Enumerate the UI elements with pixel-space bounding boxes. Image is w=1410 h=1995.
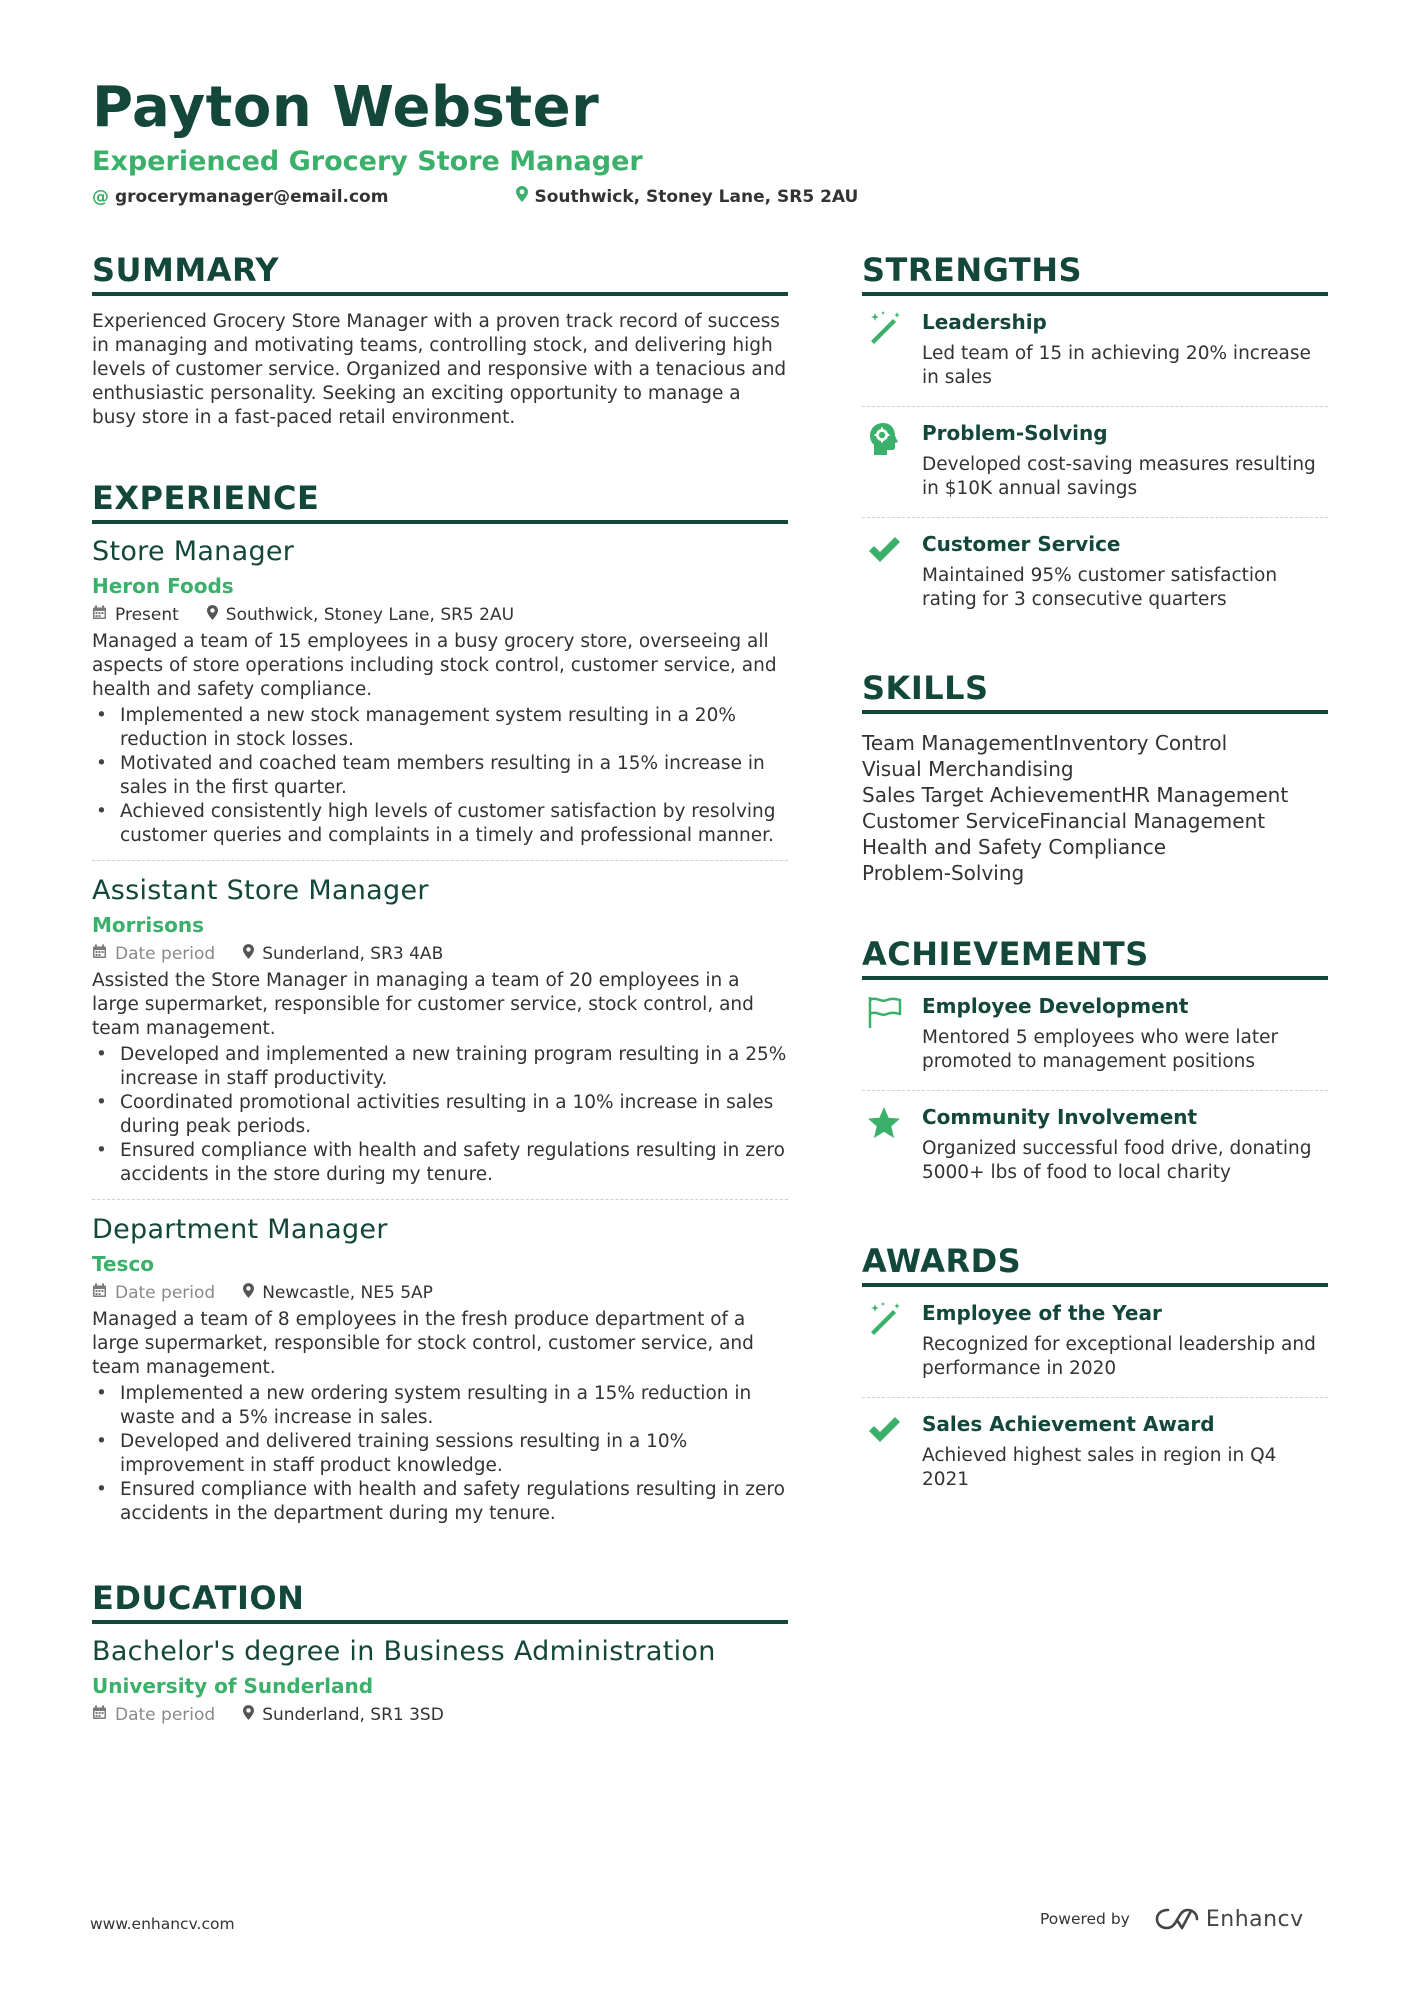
- job-title: Department Manager: [92, 1214, 388, 1245]
- strengths-section: [862, 250, 1328, 628]
- achievements-heading: ACHIEVEMENTS: [862, 934, 1328, 980]
- brand-logo[interactable]: [1154, 1906, 1304, 1932]
- education-location: Sunderland, SR1 3SD: [262, 1705, 444, 1725]
- job-date: Date period: [115, 944, 216, 964]
- education-section: [92, 1578, 788, 1728]
- magic-wand-icon: [862, 308, 922, 390]
- skill-line: Sales Target AchievementHR Management: [862, 783, 1289, 807]
- award-text: Recognized for exceptional leadership and performance in 2020: [922, 1334, 1316, 1379]
- experience-section: [92, 478, 788, 1538]
- job-title: Store Manager: [92, 536, 295, 567]
- award-text: Achieved highest sales in region in Q4 2021: [922, 1445, 1277, 1490]
- calendar-icon: [92, 602, 107, 628]
- achievement-title: Community Involvement: [922, 1105, 1198, 1129]
- map-pin-icon: [207, 602, 218, 628]
- map-pin-icon: [243, 941, 254, 967]
- job-entry: [92, 1212, 788, 1538]
- list-item: • Achieved consistently high levels of customer satisfaction by resolving customer queries and complaints in a timely and professional manner.: [92, 800, 788, 848]
- email-text: grocerymanager@email.com: [115, 186, 389, 207]
- strength-title: Customer Service: [922, 532, 1121, 556]
- education-date: Date period: [115, 1705, 216, 1725]
- strength-item: [862, 296, 1328, 407]
- list-item: • Ensured compliance with health and safety regulations resulting in zero accidents in the department during my tenure.: [92, 1478, 788, 1526]
- candidate-title: Experienced Grocery Store Manager: [92, 146, 643, 177]
- awards-heading: AWARDS: [862, 1241, 1328, 1287]
- strength-title: Problem-Solving: [922, 421, 1108, 445]
- skill-line: Health and Safety Compliance: [862, 835, 1167, 859]
- location-contact: [516, 186, 858, 207]
- achievement-text: Organized successful food drive, donating 5000+ lbs of food to local charity: [922, 1138, 1312, 1183]
- job-location: Southwick, Stoney Lane, SR5 2AU: [225, 605, 515, 625]
- job-date: Date period: [115, 1283, 216, 1303]
- list-item: • Coordinated promotional activities resulting in a 10% increase in sales during peak periods.: [92, 1091, 788, 1139]
- right-column: [862, 250, 1328, 1556]
- job-title: Assistant Store Manager: [92, 875, 429, 906]
- school-name: University of Sunderland: [92, 1674, 374, 1698]
- map-pin-icon: [243, 1280, 254, 1306]
- skill-line: Problem-Solving: [862, 861, 1025, 885]
- job-description: Assisted the Store Manager in managing a team of 20 employees in a large supermarket, responsible for customer service, stock control, and team management.: [92, 970, 754, 1039]
- job-meta: [92, 1280, 788, 1306]
- enhancv-logo-icon: [1154, 1906, 1200, 1932]
- at-sign-icon: @: [92, 186, 109, 207]
- achievement-text: Mentored 5 employees who were later promoted to management positions: [922, 1027, 1279, 1072]
- checkmark-icon: [862, 1410, 922, 1492]
- calendar-icon: [92, 1702, 107, 1728]
- star-icon: [862, 1103, 922, 1185]
- location-text: Southwick, Stoney Lane, SR5 2AU: [534, 186, 859, 207]
- job-meta: [92, 602, 788, 628]
- list-item: • Implemented a new ordering system resulting in a 15% reduction in waste and a 5% increase in sales.: [92, 1382, 788, 1430]
- achievements-section: [862, 934, 1328, 1201]
- footer-branding: [1040, 1906, 1304, 1932]
- job-location: Newcastle, NE5 5AP: [262, 1283, 433, 1303]
- summary-section: [92, 250, 788, 430]
- brand-name: Enhancv: [1205, 1906, 1304, 1932]
- job-meta: [92, 941, 788, 967]
- experience-heading: EXPERIENCE: [92, 478, 788, 524]
- degree-title: Bachelor's degree in Business Administration: [92, 1636, 716, 1667]
- skills-section: [862, 668, 1328, 886]
- email-contact[interactable]: [92, 187, 388, 207]
- strength-item: [862, 518, 1328, 628]
- left-column: [92, 250, 788, 1776]
- award-title: Employee of the Year: [922, 1301, 1162, 1325]
- list-item: • Ensured compliance with health and safety regulations resulting in zero accidents in the store during my tenure.: [92, 1139, 788, 1187]
- flag-icon: [862, 992, 922, 1074]
- strength-text: Maintained 95% customer satisfaction rating for 3 consecutive quarters: [922, 565, 1278, 610]
- head-brain-icon: [862, 419, 922, 501]
- skills-heading: SKILLS: [862, 668, 1328, 714]
- education-meta: [92, 1702, 788, 1728]
- contact-row: [92, 186, 1322, 207]
- list-item: • Developed and delivered training sessions resulting in a 10% improvement in staff product knowledge.: [92, 1430, 788, 1478]
- company-name: Tesco: [92, 1252, 155, 1276]
- company-name: Morrisons: [92, 913, 205, 937]
- list-item: • Implemented a new stock management system resulting in a 20% reduction in stock losses.: [92, 704, 788, 752]
- award-item: [862, 1287, 1328, 1398]
- summary-heading: SUMMARY: [92, 250, 788, 296]
- calendar-icon: [92, 941, 107, 967]
- footer-website[interactable]: www.enhancv.com: [90, 1915, 235, 1933]
- strength-text: Led team of 15 in achieving 20% increase in sales: [922, 343, 1311, 388]
- job-bullets: [92, 704, 788, 848]
- job-entry: [92, 873, 788, 1200]
- company-name: Heron Foods: [92, 574, 234, 598]
- magic-wand-icon: [862, 1299, 922, 1381]
- map-pin-icon: [516, 186, 528, 207]
- job-date: Present: [115, 605, 179, 625]
- list-item: • Motivated and coached team members resulting in a 15% increase in sales in the first quarter.: [92, 752, 788, 800]
- strength-item: [862, 407, 1328, 518]
- achievement-title: Employee Development: [922, 994, 1189, 1018]
- job-entry: [92, 534, 788, 861]
- awards-section: [862, 1241, 1328, 1508]
- strengths-heading: STRENGTHS: [862, 250, 1328, 296]
- strength-title: Leadership: [922, 310, 1047, 334]
- skills-list: [862, 730, 1328, 886]
- skill-line: Team ManagementInventory Control: [862, 731, 1228, 755]
- skill-line: Customer ServiceFinancial Management: [862, 809, 1266, 833]
- summary-text: Experienced Grocery Store Manager with a proven track record of success in managing and motivating teams, controlling stock, and delivering high levels of customer service. Organized and responsive with a tenacious and enthusiastic personality. Seeking an exciting opportunity to manage a busy store in a fast-paced retail environment.: [92, 311, 787, 428]
- job-location: Sunderland, SR3 4AB: [262, 944, 444, 964]
- job-description: Managed a team of 8 employees in the fresh produce department of a large supermarket, responsible for stock control, customer service, and team management.: [92, 1309, 754, 1378]
- achievement-item: [862, 1091, 1328, 1201]
- achievement-item: [862, 980, 1328, 1091]
- candidate-name: Payton Webster: [92, 75, 600, 140]
- resume-header: [92, 72, 1322, 207]
- job-bullets: [92, 1382, 788, 1526]
- list-item: • Developed and implemented a new training program resulting in a 25% increase in staff productivity.: [92, 1043, 788, 1091]
- checkmark-icon: [862, 530, 922, 612]
- job-bullets: [92, 1043, 788, 1187]
- strength-text: Developed cost-saving measures resulting in $10K annual savings: [922, 454, 1316, 499]
- calendar-icon: [92, 1280, 107, 1306]
- award-title: Sales Achievement Award: [922, 1412, 1215, 1436]
- map-pin-icon: [243, 1702, 254, 1728]
- skill-line: Visual Merchandising: [862, 757, 1074, 781]
- powered-by-label: Powered by: [1040, 1910, 1130, 1928]
- job-description: Managed a team of 15 employees in a busy grocery store, overseeing all aspects of store operations including stock control, customer service, and health and safety compliance.: [92, 631, 777, 700]
- education-heading: EDUCATION: [92, 1578, 788, 1624]
- award-item: [862, 1398, 1328, 1508]
